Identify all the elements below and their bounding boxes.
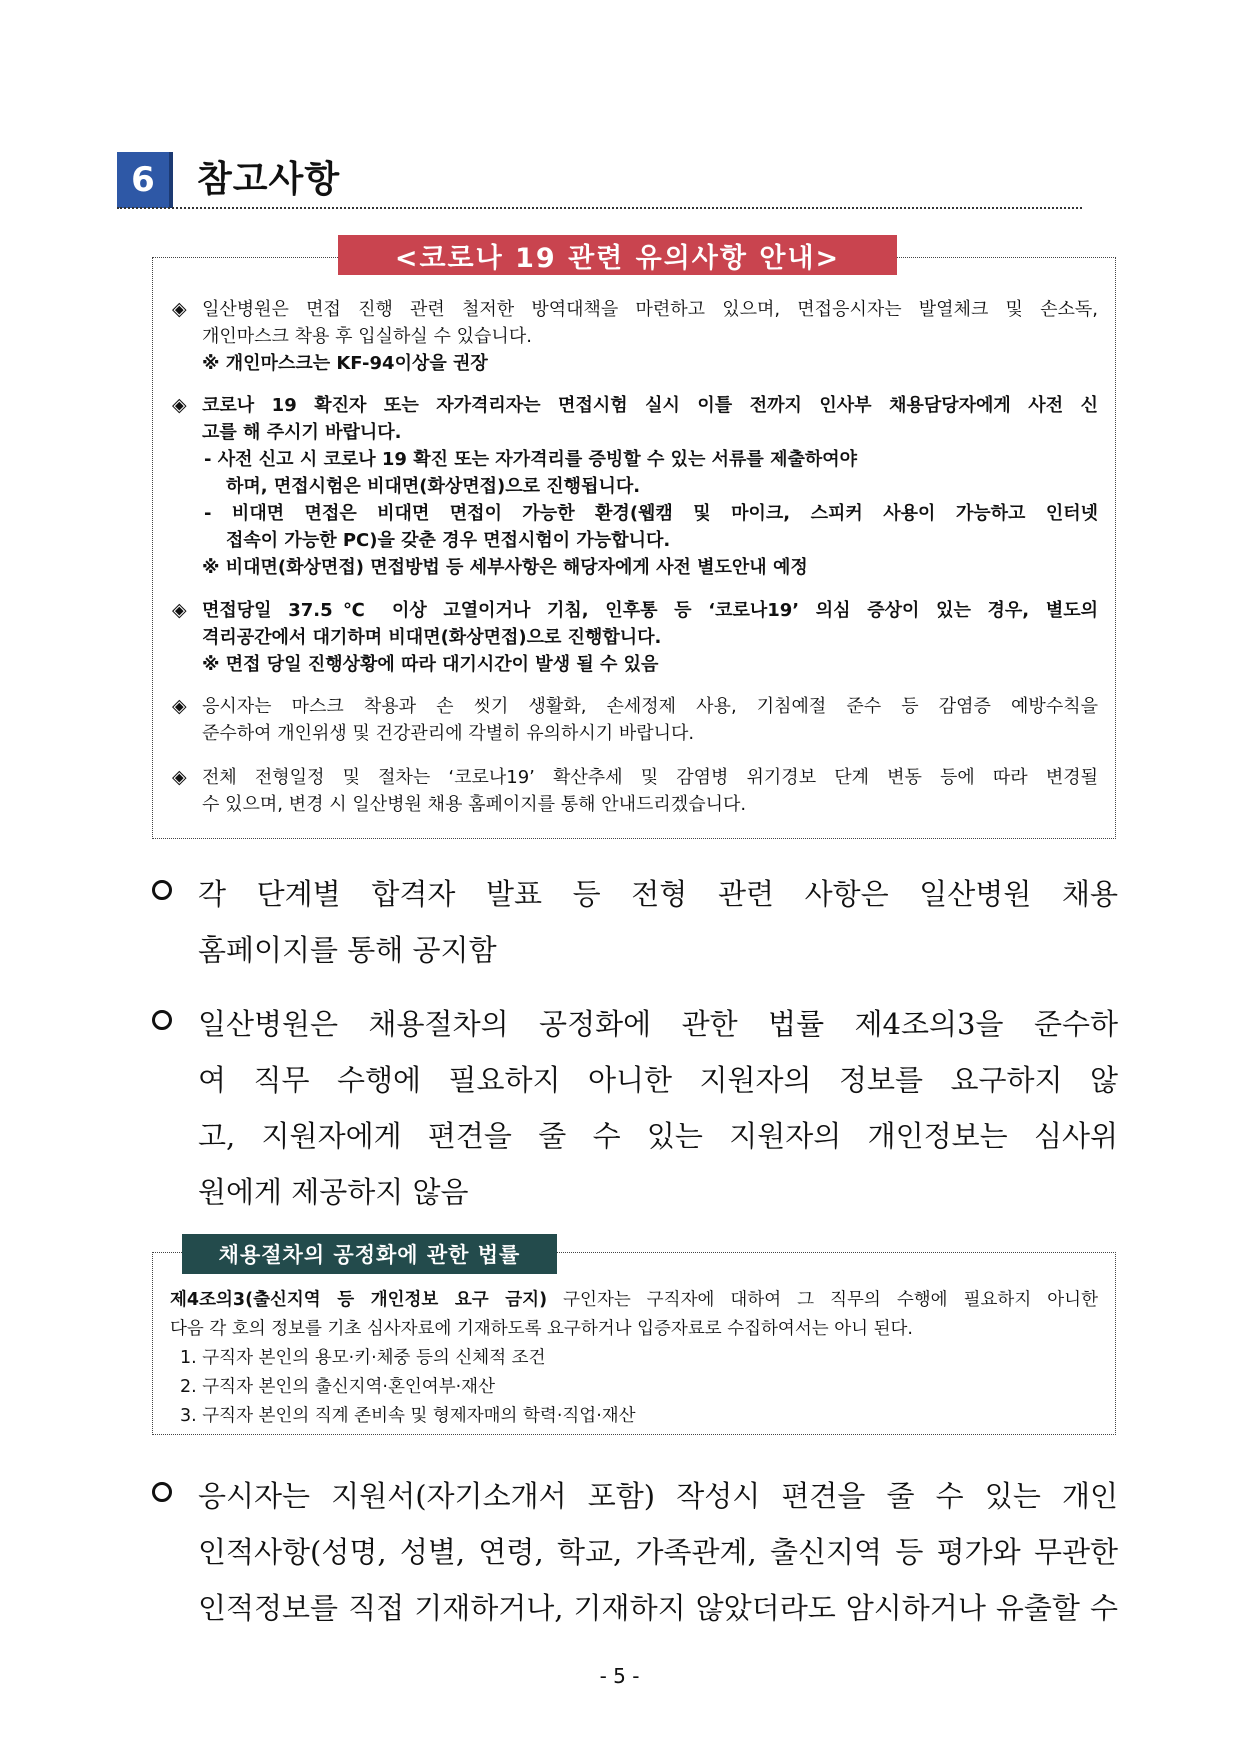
diamond-bullet-icon: ◈ [172, 695, 187, 717]
covid-item-1 [172, 296, 1098, 377]
diamond-bullet-icon: ◈ [172, 394, 187, 416]
law-text [170, 1286, 1098, 1431]
notice-3 [152, 1468, 1118, 1636]
notice-text-line: 일산병원은 채용절차의 공정화에 관한 법률 제4조의3을 준수하 [198, 1007, 1118, 1041]
item-sub-line: - 사전 신고 시 코로나 19 확진 또는 자가격리를 증빙할 수 있는 서류를 제출하여야 [204, 449, 858, 470]
notice-2 [152, 996, 1118, 1220]
notice-text-line: 인적정보를 직접 기재하거나, 기재하지 않았더라도 암시하거나 유출할 수 [198, 1591, 1118, 1625]
item-note: ※ 면접 당일 진행상황에 따라 대기시간이 발생 될 수 있음 [202, 654, 659, 675]
circle-bullet-icon [152, 880, 172, 900]
notice-text-line: 응시자는 지원서(자기소개서 포함) 작성시 편견을 줄 수 있는 개인 [198, 1479, 1118, 1513]
law-list-item: 3. 구직자 본인의 직계 존비속 및 형제자매의 학력·직업·재산 [180, 1406, 636, 1426]
section-number: 6 [117, 152, 173, 208]
diamond-bullet-icon: ◈ [172, 766, 187, 788]
law-article-title: 제4조의3(출신지역 등 개인정보 요구 금지) [170, 1290, 548, 1310]
notice-1 [152, 866, 1118, 978]
page-number: - 5 - [599, 1664, 640, 1688]
diamond-bullet-icon: ◈ [172, 298, 187, 320]
law-list-item: 2. 구직자 본인의 출신지역·혼인여부·재산 [180, 1377, 495, 1397]
item-text-line: 코로나 19 확진자 또는 자가격리자는 면접시험 실시 이틀 전까지 인사부 채용담당자에게 사전 신 [202, 395, 1098, 416]
covid-item-2 [172, 392, 1098, 581]
item-sub-line: 하며, 면접시험은 비대면(화상면접)으로 진행됩니다. [226, 476, 641, 497]
item-text-line: 면접당일 37.5℃ 이상 고열이거나 기침, 인후통 등 ‘코로나19’ 의심 증상이 있는 경우, 별도의 [202, 600, 1098, 621]
item-sub-line: - 비대면 면접은 비대면 면접이 가능한 환경(웹캠 및 마이크, 스피커 사용이 가능하고 인터넷 [204, 503, 1098, 524]
covid-notice-banner: <코로나 19 관련 유의사항 안내> [338, 235, 897, 275]
covid-item-5 [172, 764, 1098, 818]
notice-text-line: 고, 지원자에게 편견을 줄 수 있는 지원자의 개인정보는 심사위 [198, 1119, 1118, 1153]
law-text-line [170, 1286, 1098, 1315]
diamond-bullet-icon: ◈ [172, 599, 187, 621]
item-note: ※ 개인마스크는 KF-94이상을 권장 [202, 353, 488, 374]
item-text-line: 일산병원은 면접 진행 관련 철저한 방역대책을 마련하고 있으며, 면접응시자는 발열체크 및 손소독, [202, 299, 1098, 320]
section-title: 참고사항 [197, 159, 341, 200]
item-text-line: 전체 전형일정 및 절차는 ‘코로나19’ 확산추세 및 감염병 위기경보 단계 변동 등에 따라 변경될 [202, 767, 1098, 788]
law-text-line: 다음 각 호의 정보를 기초 심사자료에 기재하도록 요구하거나 입증자료로 수집하여서는 아니 된다. [170, 1319, 913, 1339]
circle-bullet-icon [152, 1010, 172, 1030]
circle-bullet-icon [152, 1482, 172, 1502]
item-text-line: 고를 해 주시기 바랍니다. [202, 422, 402, 443]
notice-text-line: 원에게 제공하지 않음 [198, 1175, 469, 1209]
covid-item-4 [172, 693, 1098, 747]
notice-text-line: 인적사항(성명, 성별, 연령, 학교, 가족관계, 출신지역 등 평가와 무관한 [198, 1535, 1118, 1569]
covid-item-3 [172, 597, 1098, 678]
item-text-line: 개인마스크 착용 후 입실하실 수 있습니다. [202, 326, 532, 347]
notice-text-line: 홈페이지를 통해 공지함 [198, 933, 497, 967]
notice-text-line: 여 직무 수행에 필요하지 아니한 지원자의 정보를 요구하지 않 [198, 1063, 1118, 1097]
item-text-line: 준수하여 개인위생 및 건강관리에 각별히 유의하시기 바랍니다. [202, 723, 695, 744]
law-text-part: 구인자는 구직자에 대하여 그 직무의 수행에 필요하지 아니한 [547, 1290, 1098, 1310]
item-text-line: 응시자는 마스크 착용과 손 씻기 생활화, 손세정제 사용, 기침예절 준수 등 감염증 예방수칙을 [202, 696, 1098, 717]
item-text-line: 수 있으며, 변경 시 일산병원 채용 홈페이지를 통해 안내드리겠습니다. [202, 794, 747, 815]
law-box-tab: 채용절차의 공정화에 관한 법률 [182, 1234, 557, 1274]
section-divider [117, 207, 1082, 209]
notice-text-line: 각 단계별 합격자 발표 등 전형 관련 사항은 일산병원 채용 [198, 877, 1118, 911]
item-note: ※ 비대면(화상면접) 면접방법 등 세부사항은 해당자에게 사전 별도안내 예정 [202, 557, 808, 578]
item-sub-line: 접속이 가능한 PC)을 갖춘 경우 면접시험이 가능합니다. [226, 530, 671, 551]
law-list-item: 1. 구직자 본인의 용모·키·체중 등의 신체적 조건 [180, 1348, 546, 1368]
item-text-line: 격리공간에서 대기하며 비대면(화상면접)으로 진행합니다. [202, 627, 662, 648]
